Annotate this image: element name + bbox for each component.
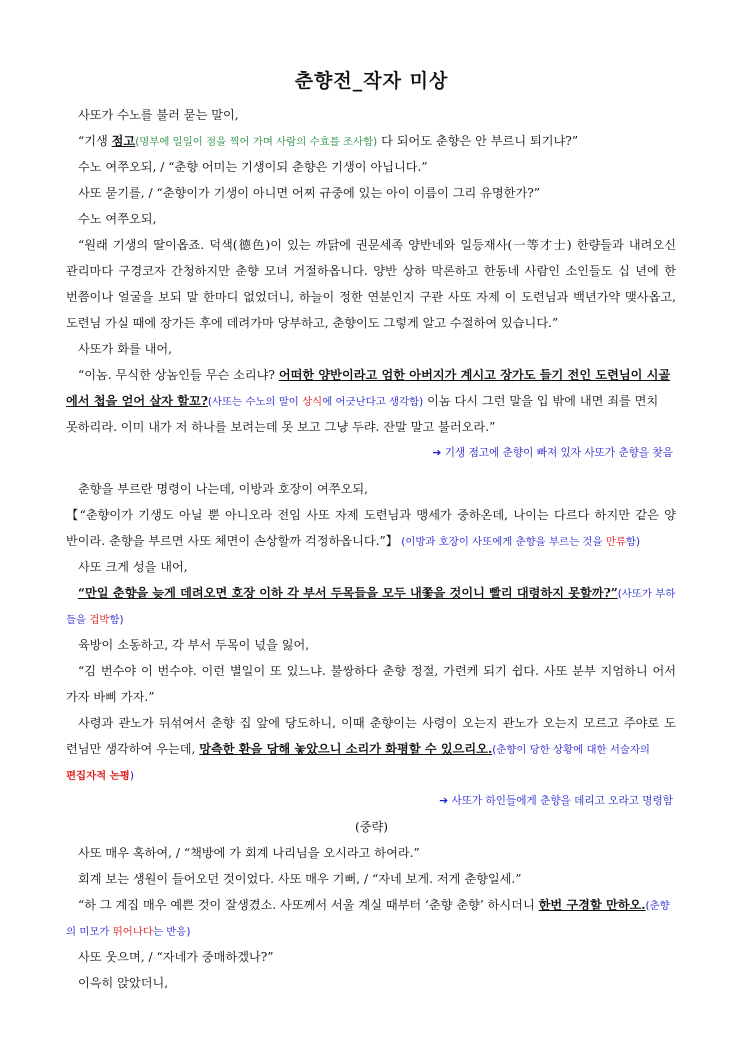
paragraph-20: 이윽히 앉았더니, (78, 976, 169, 990)
paragraph-7: 사또가 화를 내어, (78, 342, 173, 356)
blue-annotation: 함) (625, 536, 640, 548)
paragraph-3: 수노 여쭈오되, / “춘향 어미는 기생이되 춘향은 기생이 아닙니다.” (78, 160, 428, 174)
paragraph-8-line-3: 못하리라. 이미 내가 저 하나를 보려는데 못 보고 그냥 두랴. 잔말 말고 불러오라.” (66, 420, 496, 434)
paragraph-8-line-1 (78, 367, 676, 383)
paragraph-9: 춘향을 부르란 명령이 나는데, 이방과 호장이 여쭈오되, (78, 482, 369, 496)
paragraph-18-line-2 (66, 923, 676, 940)
green-annotation: (명부에 일일이 점을 찍어 가며 사람의 수효를 조사함) (135, 136, 378, 148)
paragraph-1: 사또가 수노를 불러 묻는 말이, (78, 108, 239, 122)
paragraph-11: 사또 크게 성을 내어, (78, 560, 188, 574)
paragraph-4: 사또 묻기를, / “춘향이가 기생이 아니면 어찌 규중에 있는 아이 이름이 그리 유명한가?” (78, 186, 540, 200)
blue-annotation: 는 반응) (152, 926, 191, 938)
text-span: “하 그 계집 매우 예쁜 것이 잘생겼소. 사또께서 서울 계실 때부터 ‘춘향 춘향’ 하시더니 (78, 898, 539, 912)
emphasis-text: 망측한 환을 당해 놓았으니 소리가 화평할 수 있으리오. (199, 742, 493, 756)
summary-note-2: ➔ 사또가 하인들에게 춘향을 데리고 오라고 명령함 (439, 795, 673, 807)
paragraph-13: 육방이 소동하고, 각 부서 두목이 넋을 잃어, (78, 638, 310, 652)
paragraph-6-line-4: 도련님 가실 때에 장가든 후에 데려가마 당부하고, 춘향이도 그렇게 알고 수절하여 있습니다.” (66, 316, 559, 330)
paragraph-6-line-1: “원래 기생의 딸이옵죠. 덕색(德色)이 있는 까닭에 권문세족 양반네와 일등재사(一等才士) 한량들과 내려오신 (78, 238, 676, 252)
paragraph-6-line-2: 관리마다 구경코자 간청하지만 춘향 모녀 거절하옵니다. 양반 상하 막론하고 한동네 사람인 소인들도 십 년에 한 (66, 264, 676, 278)
text-span: 반이라. 춘향을 부르면 사또 체면이 손상할까 걱정하옵니다.”】 (66, 534, 398, 548)
paragraph-14-line-2: 가자 바삐 가자.” (66, 690, 155, 704)
blue-annotation: (사또는 수노의 말이 (207, 396, 303, 408)
emphasis-text: 어떠한 양반이라고 엄한 아버지가 계시고 장가도 들기 전인 도련님이 시골 (278, 368, 671, 382)
blue-annotation: (춘향 (645, 900, 670, 912)
blue-annotation: 에 어긋난다고 생각함) (322, 396, 424, 408)
red-keyword: 편집자적 논평 (66, 770, 130, 782)
emphasis-text: “만일 춘향을 늦게 데려오면 호장 이하 각 부서 두목들을 모두 내쫓을 것이니 빨리 대령하지 못할까?” (78, 586, 618, 600)
paragraph-10-line-1: 【“춘향이가 기생도 아닐 뿐 아니오라 전임 사또 자제 도련님과 맹세가 중하온데, 나이는 다르다 하지만 같은 양 (66, 508, 676, 522)
paragraph-10-line-2 (66, 533, 676, 550)
paragraph-12-line-2 (66, 611, 676, 628)
red-keyword: 상식 (302, 396, 323, 408)
text-span: “이놈. 무식한 상놈인들 무슨 소리냐? (78, 368, 279, 382)
summary-note-1: ➔ 기생 점고에 춘향이 빠져 있자 사또가 춘향을 찾음 (432, 447, 673, 459)
red-keyword: 겁박 (89, 614, 110, 626)
page-title: 춘향전_작자 미상 (294, 70, 449, 92)
paragraph-8-line-2 (66, 393, 676, 410)
paragraph-17: 회계 보는 생원이 들어오던 것이었다. 사또 매우 기뻐, / “자네 보게. 저게 춘향일세.” (78, 872, 522, 886)
text-span: 다 되어도 춘향은 안 부르니 퇴기냐?” (377, 134, 579, 148)
paragraph-12-line-1 (78, 585, 676, 602)
blue-annotation: 들을 (66, 614, 90, 626)
paragraph-6-line-3: 번쯤이나 얼굴을 보되 말 한마디 없었더니, 하늘이 정한 연분인지 구관 사또 자제 이 도련님과 백년가약 맺사옵고, (66, 290, 676, 304)
emphasis-text: 한번 구경할 만하오. (538, 898, 646, 912)
red-keyword: 만류 (605, 536, 626, 548)
blue-annotation: 의 미모가 (66, 926, 113, 938)
emphasis-text: 에서 첩을 얻어 살자 할꼬? (66, 394, 208, 408)
text-span: “기생 (78, 134, 112, 148)
blue-annotation: 함) (109, 614, 124, 626)
paragraph-15-line-1: 사령과 관노가 뒤섞여서 춘향 집 앞에 당도하니, 이때 춘향이는 사령이 오는지 관노가 오는지 모르고 주야로 도 (78, 716, 676, 730)
paragraph-2 (78, 133, 688, 150)
paragraph-15-line-2 (66, 741, 676, 758)
blue-annotation: ) (129, 770, 134, 782)
omission-mark: (중략) (354, 820, 389, 834)
paragraph-16: 사또 매우 혹하여, / “책방에 가 회계 나리님을 오시라고 하여라.” (78, 846, 420, 860)
paragraph-14-line-1: “김 번수야 이 번수야. 이런 별일이 또 있느냐. 불쌍하다 춘향 정절, 가련케 되기 쉽다. 사또 분부 지엄하니 어서 (78, 664, 676, 678)
red-keyword: 뛰어나다 (112, 926, 153, 938)
emphasis-term: 점고 (111, 134, 136, 148)
text-span: 련님만 생각하여 우는데, (66, 742, 200, 756)
blue-annotation: (춘향이 당한 상황에 대한 서술자의 (492, 744, 650, 756)
blue-annotation: (이방과 호장이 사또에게 춘향을 부르는 것을 (397, 536, 606, 548)
paragraph-5: 수노 여쭈오되, (78, 212, 157, 226)
blue-annotation: (사또가 부하 (617, 588, 676, 600)
paragraph-18-line-1 (78, 897, 676, 914)
paragraph-19: 사또 웃으며, / “자네가 중매하겠나?” (78, 950, 274, 964)
text-span: 이놈 다시 그런 말을 입 밖에 내면 죄를 면치 (423, 394, 659, 408)
paragraph-15-line-3 (66, 767, 676, 784)
